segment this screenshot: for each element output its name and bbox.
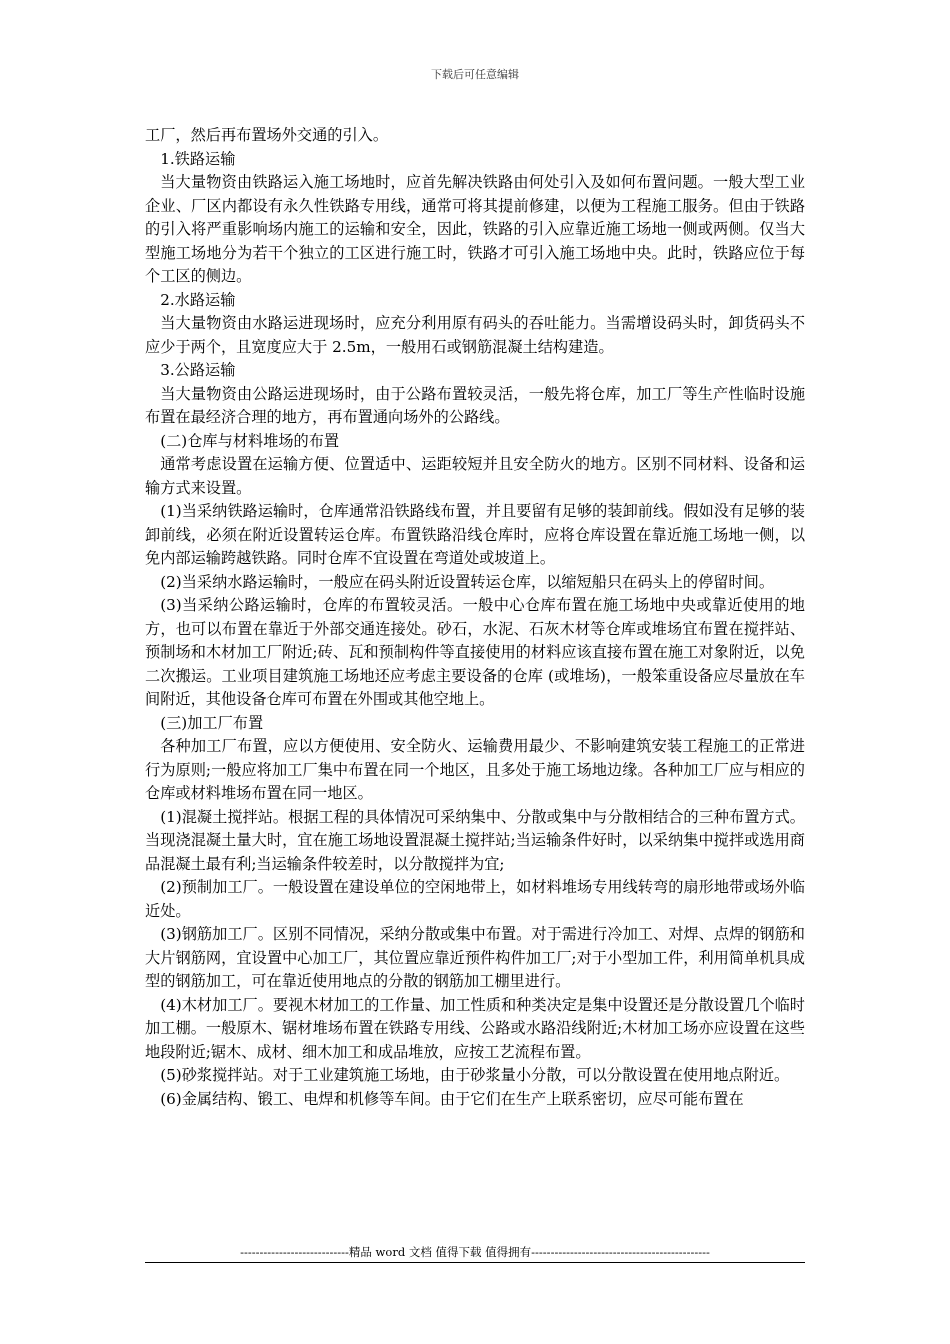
footer-divider bbox=[145, 1262, 805, 1263]
section-heading: (三)加工厂布置 bbox=[160, 713, 264, 732]
section-heading: 2.水路运输 bbox=[160, 290, 236, 309]
paragraph: 当大量物资由公路运进现场时，由于公路布置较灵活，一般先将仓库，加工厂等生产性临时设施布置在最经济合理的地方，再布置通向场外的公路线。 bbox=[145, 384, 805, 426]
document-body bbox=[145, 124, 805, 1111]
paragraph: (3)钢筋加工厂。区别不同情况，采纳分散或集中布置。对于需进行冷加工、对焊、点焊的钢筋和大片钢筋网，宜设置中心加工厂，其位置应靠近预件构件加工厂;对于小型加工件，利用简单机具成型的钢筋加工，可在靠近使用地点的分散的钢筋加工棚里进行。 bbox=[145, 925, 805, 990]
paragraph: (2)预制加工厂。一般设置在建设单位的空闲地带上，如材料堆场专用线转弯的扇形地带或场外临近处。 bbox=[145, 878, 805, 920]
paragraph: 各种加工厂布置，应以方便使用、安全防火、运输费用最少、不影响建筑安装工程施工的正常进行为原则;一般应将加工厂集中布置在同一个地区，且多处于施工场地边缘。各种加工厂应与相应的仓库或材料堆场布置在同一地区。 bbox=[145, 737, 805, 802]
paragraph: (4)木材加工厂。要视木材加工的工作量、加工性质和种类决定是集中设置还是分散设置几个临时加工棚。一般原木、锯材堆场布置在铁路专用线、公路或水路沿线附近;木材加工场亦应设置在这些地段附近;锯木、成材、细木加工和成品堆放，应按工艺流程布置。 bbox=[145, 995, 805, 1061]
page-footer: ----------------------------精品 word 文档 值得下载 值得拥有---------------------------------------------- bbox=[240, 1245, 710, 1259]
paragraph: (1)当采纳铁路运输时，仓库通常沿铁路线布置，并且要留有足够的装卸前线。假如没有足够的装卸前线，必须在附近设置转运仓库。布置铁路沿线仓库时，应将仓库设置在靠近施工场地一侧，以免内部运输跨越铁路。同时仓库不宜设置在弯道处或坡道上。 bbox=[145, 502, 805, 567]
paragraph: 当大量物资由水路运进现场时，应充分利用原有码头的吞吐能力。当需增设码头时，卸货码头不应少于两个，且宽度应大于 2.5m，一般用石或钢筋混凝土结构建造。 bbox=[145, 314, 805, 356]
paragraph: (6)金属结构、锻工、电焊和机修等车间。由于它们在生产上联系密切，应尽可能布置在 bbox=[160, 1089, 744, 1108]
paragraph: 当大量物资由铁路运入施工场地时，应首先解决铁路由何处引入及如何布置问题。一般大型工业企业、厂区内都设有永久性铁路专用线，通常可将其提前修建，以便为工程施工服务。但由于铁路的引入将严重影响场内施工的运输和安全，因此，铁路的引入应靠近施工场地一侧或两侧。仅当大型施工场地分为若干个独立的工区进行施工时，铁路才可引入施工场地中央。此时，铁路应位于每个工区的侧边。 bbox=[145, 173, 805, 285]
paragraph: (2)当采纳水路运输时，一般应在码头附近设置转运仓库，以缩短船只在码头上的停留时间。 bbox=[160, 572, 775, 591]
paragraph: 通常考虑设置在运输方便、位置适中、运距较短并且安全防火的地方。区别不同材料、设备和运输方式来设置。 bbox=[145, 455, 805, 497]
paragraph: 工厂，然后再布置场外交通的引入。 bbox=[145, 126, 388, 144]
section-heading: 3.公路运输 bbox=[160, 361, 236, 379]
page-header: 下载后可任意编辑 bbox=[431, 68, 519, 81]
paragraph: (3)当采纳公路运输时，仓库的布置较灵活。一般中心仓库布置在施工场地中央或靠近使用的地方，也可以布置在靠近于外部交通连接处。砂石，水泥、石灰木材等仓库或堆场宜布置在搅拌站、预制场和木材加工厂附近;砖、瓦和预制构件等直接使用的材料应该直接布置在施工对象附近，以免二次搬运。工业项目建筑施工场地还应考虑主要设备的仓库 (或堆场)，一般笨重设备应尽量放在车间附近，其他设备仓库可布置在外围或其他空地上。 bbox=[145, 596, 805, 708]
section-heading: (二)仓库与材料堆场的布置 bbox=[160, 431, 340, 450]
paragraph: (5)砂浆搅拌站。对于工业建筑施工场地，由于砂浆量小分散，可以分散设置在使用地点附近。 bbox=[160, 1066, 790, 1084]
section-heading: 1.铁路运输 bbox=[160, 149, 236, 168]
paragraph: (1)混凝土搅拌站。根据工程的具体情况可采纳集中、分散或集中与分散相结合的三种布置方式。当现浇混凝土量大时，宜在施工场地设置混凝土搅拌站;当运输条件好时，以采纳集中搅拌或选用商品混凝土最有利;当运输条件较差时，以分散搅拌为宜; bbox=[145, 807, 805, 873]
